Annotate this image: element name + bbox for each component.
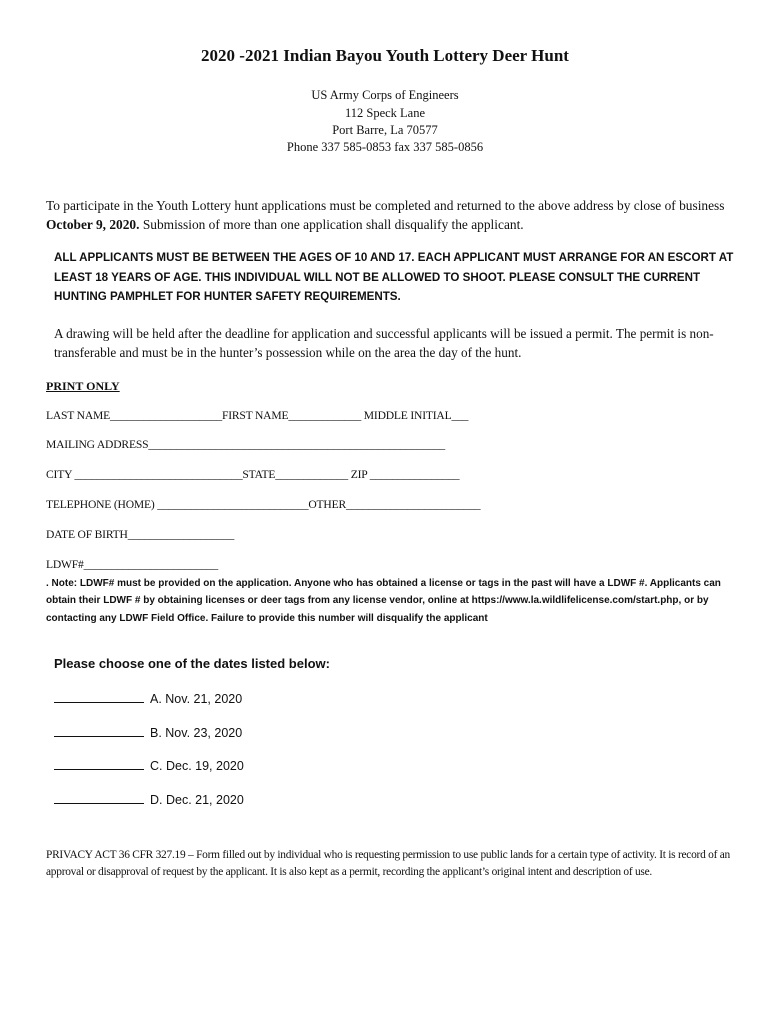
intro-paragraph: [46, 196, 726, 234]
requirements-notice: ALL APPLICANTS MUST BE BETWEEN THE AGES OF 10 AND 17. EACH APPLICANT MUST ARRANGE FOR AN ESCORT AT LEAST 18 YEARS OF AGE. THIS INDIVIDUAL WILL NOT BE ALLOWED TO SHOOT. PLEASE CONSULT THE CURRENT HUNTING PAMPHLET FOR HUNTER SAFETY REQUIREMENTS.: [54, 251, 734, 303]
date-option-blank[interactable]: [54, 692, 144, 703]
date-option-c[interactable]: [54, 759, 244, 773]
name-field-line[interactable]: LAST NAME____________________FIRST NAME_____________ MIDDLE INITIAL___: [46, 409, 469, 422]
address-phone: Phone 337 585-0853 fax 337 585-0856: [286, 140, 484, 154]
deadline-date: October 9, 2020.: [46, 217, 140, 232]
privacy-act-notice: PRIVACY ACT 36 CFR 327.19 – Form filled out by individual who is requesting permission to use public lands for a certain type of activity. It is record of an approval or disapproval of request by the applicant. It is also kept as a permit, recording the applicant’s original intent and description of use.: [46, 849, 730, 878]
ldwf-number-field-line[interactable]: LDWF#________________________: [46, 558, 218, 571]
date-option-b[interactable]: [54, 726, 242, 740]
intro-text-2: Submission of more than one application shall disqualify the applicant.: [139, 217, 524, 232]
city-state-zip-field-line[interactable]: CITY ______________________________STATE_____________ ZIP ________________: [46, 468, 460, 481]
date-option-blank[interactable]: [54, 759, 144, 770]
date-of-birth-field-line[interactable]: DATE OF BIRTH___________________: [46, 528, 235, 541]
address-city: Port Barre, La 70577: [332, 123, 438, 137]
date-option-a[interactable]: [54, 692, 242, 706]
date-option-blank[interactable]: [54, 726, 144, 737]
telephone-field-line[interactable]: TELEPHONE (HOME) ___________________________OTHER________________________: [46, 498, 481, 511]
date-option-label: B. Nov. 23, 2020: [150, 726, 243, 740]
intro-text-1: To participate in the Youth Lottery hunt applications must be completed and returned to the above address by close of business: [46, 198, 725, 213]
drawing-notice: A drawing will be held after the deadline for application and successful applicants will be issued a permit. The permit is non-transferable and must be in the hunter’s possession while on the area the day of the hunt.: [54, 326, 714, 360]
address-street: 112 Speck Lane: [344, 106, 426, 120]
date-option-label: A. Nov. 21, 2020: [150, 692, 243, 706]
dates-prompt: Please choose one of the dates listed below:: [54, 656, 330, 671]
mailing-address-field-line[interactable]: MAILING ADDRESS_____________________________________________________: [46, 438, 445, 451]
date-option-d[interactable]: [54, 793, 244, 807]
ldwf-note: . Note: LDWF# must be provided on the application. Anyone who has obtained a license or tags in the past will have a LDWF #. Applicants can obtain their LDWF # by obtaining licenses or deer tags from any license vendor, online at https://www.la.wildlifelicense.com/start.php, or by contacting any LDWF Field Office. Failure to provide this number will disqualify the applicant: [46, 578, 721, 624]
date-option-label: D. Dec. 21, 2020: [150, 793, 244, 807]
address-org: US Army Corps of Engineers: [311, 88, 459, 102]
document-title: 2020 -2021 Indian Bayou Youth Lottery Deer Hunt: [201, 46, 569, 65]
print-only-label: PRINT ONLY: [46, 379, 120, 393]
date-option-label: C. Dec. 19, 2020: [150, 759, 244, 773]
date-option-blank[interactable]: [54, 793, 144, 804]
